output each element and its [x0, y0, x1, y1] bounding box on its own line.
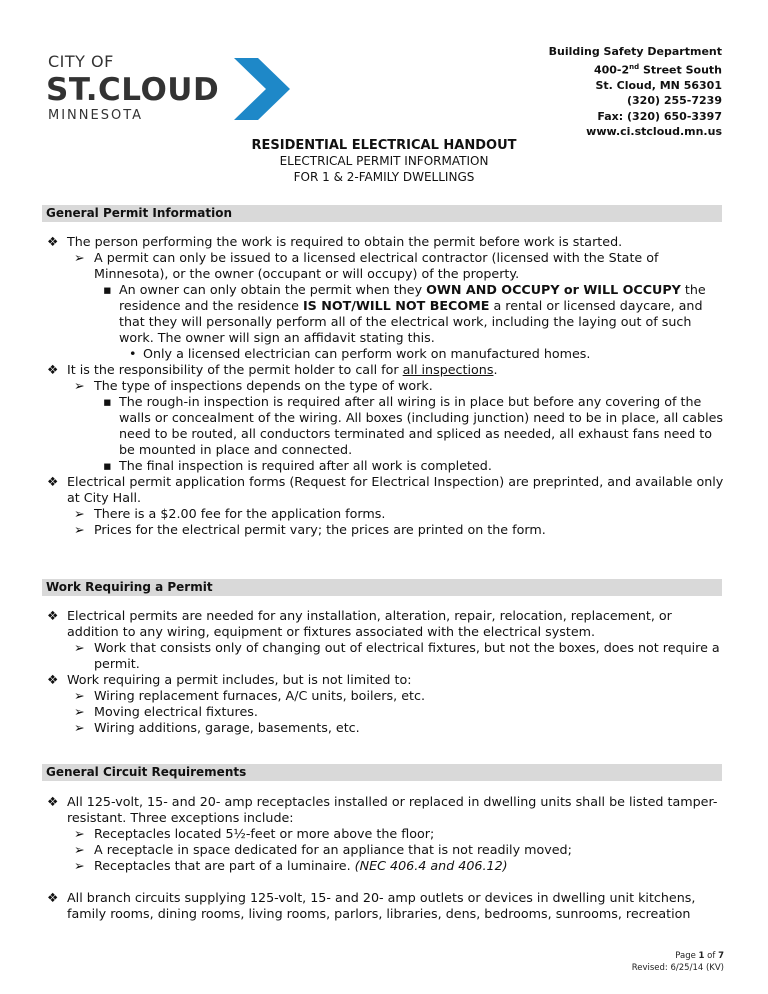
revision-date: Revised: 6/25/14 (KV)	[631, 963, 724, 973]
list-item: ❖ Electrical permits are needed for any installation, alteration, repair, relocation, replacement, or addition to any wiring, equipment or fixtures associated with the electrical system.	[47, 608, 672, 639]
list-item: ❖ It is the responsibility of the permit holder to call for all inspections.	[47, 362, 498, 377]
list-item: ➢ Wiring replacement furnaces, A/C units, boilers, etc.	[74, 688, 425, 703]
arrow-bullet-icon: ➢	[74, 506, 85, 521]
list-item: ➢ Moving electrical fixtures.	[74, 704, 258, 719]
list-item: ➢ The type of inspections depends on the type of work.	[74, 378, 433, 393]
arrow-bullet-icon: ➢	[74, 250, 85, 265]
diamond-bullet-icon: ❖	[47, 474, 59, 489]
diamond-bullet-icon: ❖	[47, 362, 59, 377]
department-phone: (320) 255-7239	[627, 94, 722, 108]
section-general-body	[44, 234, 726, 538]
list-item: ❖ Work requiring a permit includes, but is not limited to:	[47, 672, 412, 687]
section-heading-general: General Permit Information	[42, 205, 722, 222]
diamond-bullet-icon: ❖	[47, 794, 59, 809]
square-bullet-icon: ▪	[103, 458, 112, 473]
list-item: ➢ Prices for the electrical permit vary; the prices are printed on the form.	[74, 522, 546, 537]
department-website[interactable]: www.ci.stcloud.mn.us	[586, 125, 722, 139]
list-item: ▪ The rough-in inspection is required after all wiring is in place but before any covering of the walls or concealment of the wiring. All boxes (including junction) need to be in place, all cables need to be routed, all conductors terminated and spliced as needed, all exhaust fans need to be mounted in place and connected.	[103, 394, 724, 457]
list-item: ❖ All branch circuits supplying 125-volt, 15- and 20- amp outlets or devices in dwelling unit kitchens, family rooms, dining rooms, living rooms, parlors, libraries, dens, bedrooms, sunrooms, recreation	[47, 890, 696, 921]
document-title	[0, 138, 768, 185]
list-item: • Only a licensed electrician can perform work on manufactured homes.	[129, 346, 591, 361]
list-item: ▪ An owner can only obtain the permit when they OWN AND OCCUPY or WILL OCCUPY the residence and the residence IS NOT/WILL NOT BECOME a rental or licensed daycare, and that they will personally perform all of the electrical work, including the laying out of such work. The owner will sign an affidavit stating this.	[103, 282, 706, 345]
page-number: Page 1 of 7	[675, 951, 724, 961]
arrow-bullet-icon: ➢	[74, 858, 85, 873]
section-heading-circuit: General Circuit Requirements	[42, 764, 722, 781]
list-item: ➢ Work that consists only of changing out of electrical fixtures, but not the boxes, does not require a permit.	[74, 640, 720, 671]
title-sub-1: ELECTRICAL PERMIT INFORMATION	[279, 154, 489, 168]
list-item: ➢ There is a $2.00 fee for the application forms.	[74, 506, 386, 521]
list-item: ➢ Receptacles located 5½-feet or more above the floor;	[74, 826, 435, 841]
logo-st-cloud: ST.CLOUD	[46, 72, 220, 108]
arrow-bullet-icon: ➢	[74, 842, 85, 857]
arrow-bullet-icon: ➢	[74, 720, 85, 735]
page-footer	[632, 950, 724, 974]
list-item: ➢ Receptacles that are part of a luminaire. (NEC 406.4 and 406.12)	[74, 858, 508, 873]
department-fax: Fax: (320) 650-3397	[597, 109, 722, 123]
arrow-bullet-icon: ➢	[74, 522, 85, 537]
list-item: ➢ A receptacle in space dedicated for an appliance that is not readily moved;	[74, 842, 572, 857]
title-sub-2: FOR 1 & 2-FAMILY DWELLINGS	[293, 170, 475, 184]
square-bullet-icon: ▪	[103, 282, 112, 297]
arrow-bullet-icon: ➢	[74, 378, 85, 393]
arrow-bullet-icon: ➢	[74, 826, 85, 841]
title-main: RESIDENTIAL ELECTRICAL HANDOUT	[251, 138, 517, 153]
diamond-bullet-icon: ❖	[47, 890, 59, 905]
section-work-body	[44, 608, 726, 736]
list-item: ❖ The person performing the work is required to obtain the permit before work is started.	[47, 234, 623, 249]
department-name: Building Safety Department	[548, 45, 722, 58]
diamond-bullet-icon: ❖	[47, 234, 59, 249]
city-logo	[46, 52, 296, 124]
section-circuit-body	[44, 794, 726, 922]
square-bullet-icon: ▪	[103, 394, 112, 409]
department-address	[549, 44, 722, 140]
diamond-bullet-icon: ❖	[47, 672, 59, 687]
list-item: ➢ A permit can only be issued to a licensed electrical contractor (licensed with the State of Minnesota), or the owner (occupant or will occupy) of the property.	[74, 250, 659, 281]
arrow-bullet-icon: ➢	[74, 640, 85, 655]
logo-chevron-icon	[234, 58, 292, 120]
arrow-bullet-icon: ➢	[74, 688, 85, 703]
logo-city-of: CITY OF	[48, 52, 114, 71]
department-city: St. Cloud, MN 56301	[595, 78, 722, 92]
arrow-bullet-icon: ➢	[74, 704, 85, 719]
diamond-bullet-icon: ❖	[47, 608, 59, 623]
department-street: 400-2nd Street South	[593, 62, 722, 77]
section-heading-work: Work Requiring a Permit	[42, 579, 722, 596]
dot-bullet-icon: •	[129, 346, 137, 361]
list-item: ➢ Wiring additions, garage, basements, etc.	[74, 720, 360, 735]
list-item: ❖ Electrical permit application forms (Request for Electrical Inspection) are preprinted, and available only at City Hall.	[47, 474, 724, 505]
logo-minnesota: MINNESOTA	[48, 108, 144, 123]
list-item: ▪ The final inspection is required after all work is completed.	[103, 458, 492, 473]
list-item: ❖ All 125-volt, 15- and 20- amp receptacles installed or replaced in dwelling units shall be listed tamper-resistant. Three exceptions include:	[47, 794, 718, 825]
